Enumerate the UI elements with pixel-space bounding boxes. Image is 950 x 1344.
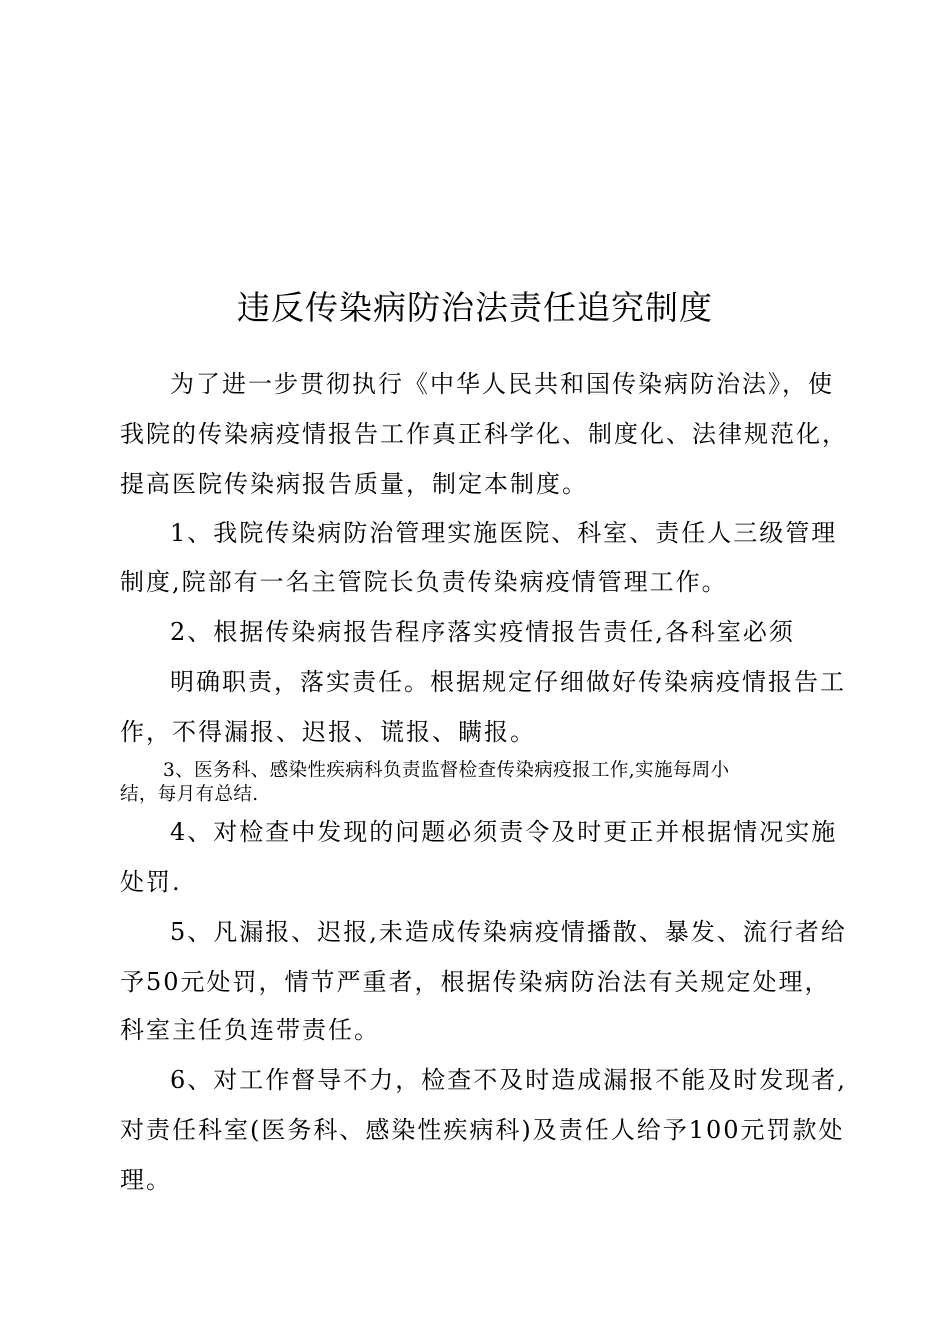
paragraph-line: 为了进一步贯彻执行《中华人民共和国传染病防治法》，使 xyxy=(170,370,834,398)
paragraph-line: 结，每月有总结. xyxy=(120,784,259,805)
paragraph-line: 对责任科室(医务科、感染性疾病科)及责任人给予100元罚款处 xyxy=(120,1116,845,1144)
paragraph-line: 科室主任负连带责任。 xyxy=(120,1016,380,1044)
paragraph-line: 5、凡漏报、迟报,未造成传染病疫情播散、暴发、流行者给 xyxy=(170,918,847,946)
paragraph-line: 理。 xyxy=(120,1166,172,1194)
paragraph-line: 2、根据传染病报告程序落实疫情报告责任,各科室必须 xyxy=(170,618,795,646)
paragraph-line: 作，不得漏报、迟报、谎报、瞒报。 xyxy=(120,718,536,746)
paragraph-line: 处罚. xyxy=(120,868,182,896)
paragraph-line: 3、医务科、感染性疾病科负责监督检查传染病疫报工作,实施每周小 xyxy=(163,760,730,781)
paragraph-line: 制度,院部有一名主管院长负责传染病疫情管理工作。 xyxy=(120,568,728,596)
paragraph-line: 1、我院传染病防治管理实施医院、科室、责任人三级管理 xyxy=(170,519,838,547)
paragraph-line: 4、对检查中发现的问题必须责令及时更正并根据情况实施 xyxy=(170,818,838,846)
paragraph-line: 6、对工作督导不力，检查不及时造成漏报不能及时发现者, xyxy=(170,1066,847,1094)
paragraph-line: 明确职责，落实责任。根据规定仔细做好传染病疫情报告工 xyxy=(170,668,846,696)
paragraph-line: 予50元处罚，情节严重者，根据传染病防治法有关规定处理， xyxy=(120,968,831,996)
paragraph-line: 提高医院传染病报告质量，制定本制度。 xyxy=(120,470,588,498)
document-title: 违反传染病防治法责任追究制度 xyxy=(237,288,713,327)
paragraph-line: 我院的传染病疫情报告工作真正科学化、制度化、法律规范化， xyxy=(120,420,848,448)
